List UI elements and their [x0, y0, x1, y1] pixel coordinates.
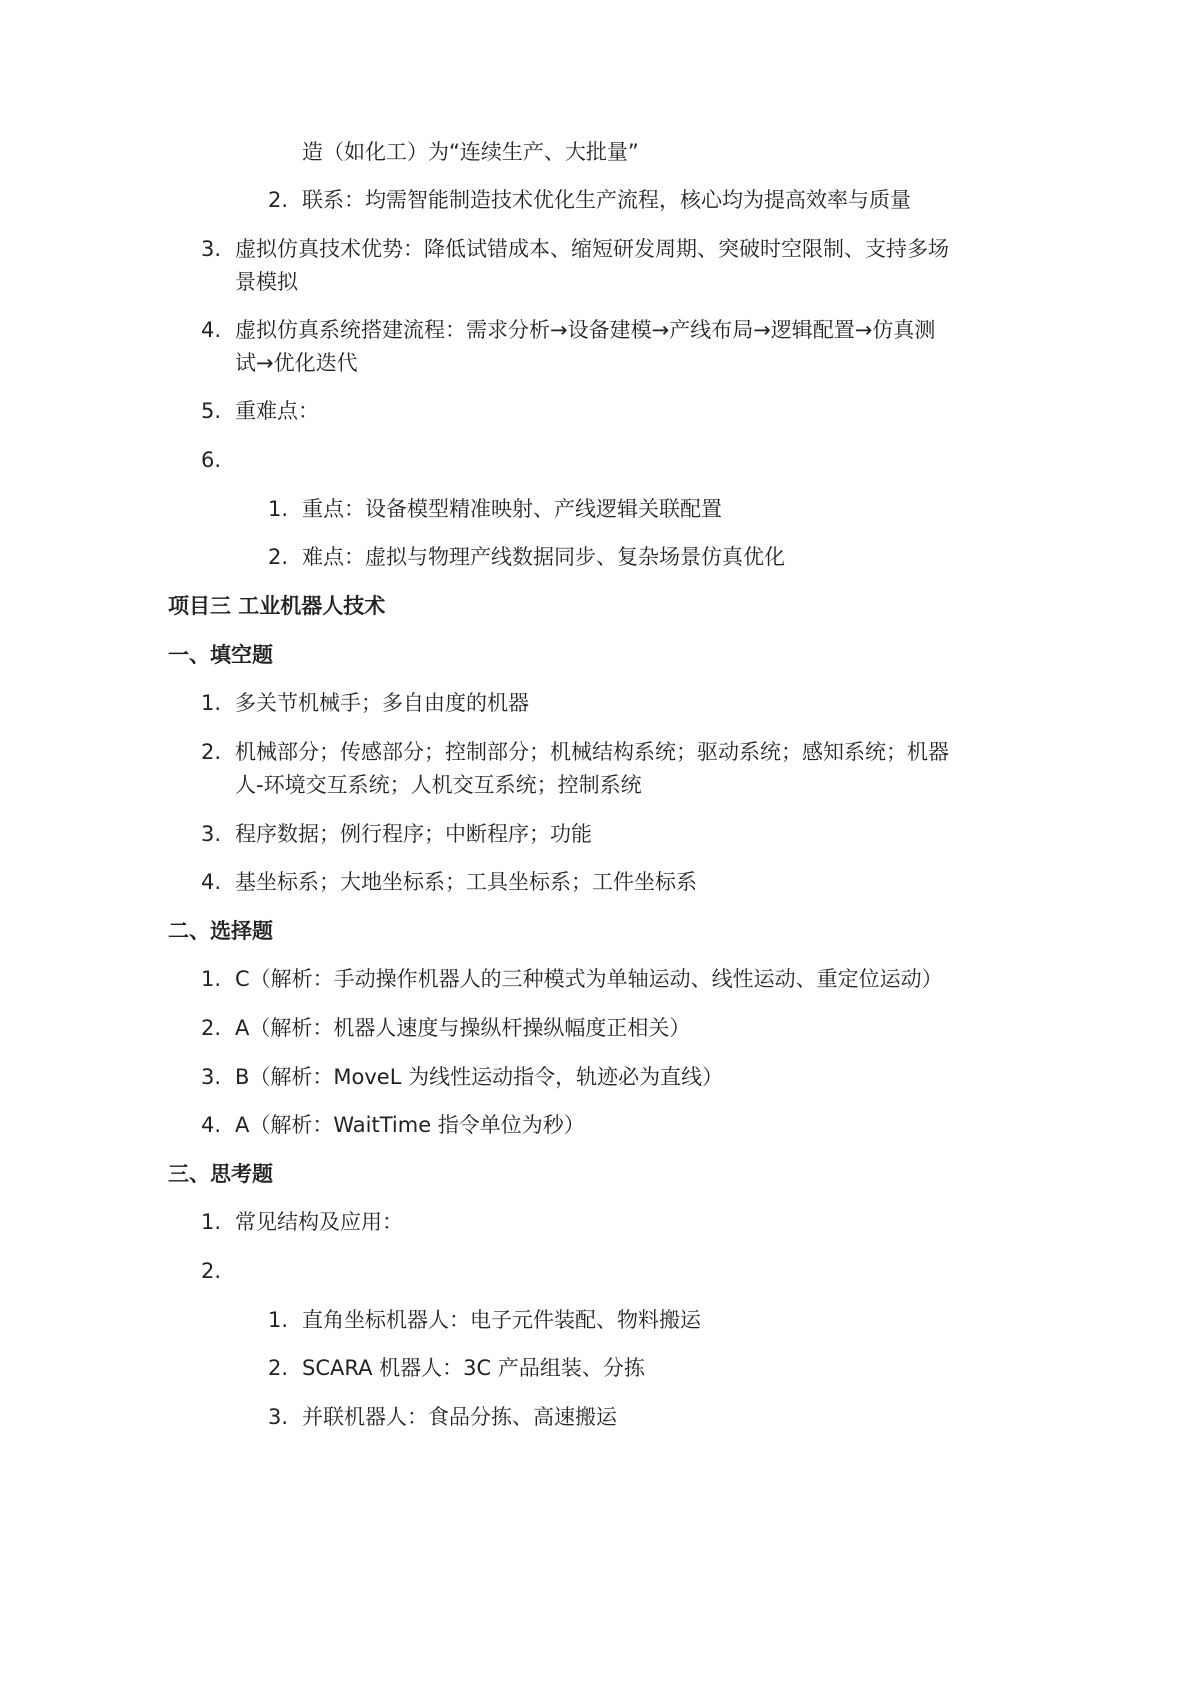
list-number: 2. [268, 188, 289, 212]
list-number: 2. [201, 740, 222, 764]
list-item-text: 重难点： [235, 399, 319, 423]
section-heading-choice: 二、选择题 [168, 919, 273, 943]
list-number: 2. [201, 1259, 222, 1283]
list-number: 1. [201, 691, 222, 715]
list-number: 1. [268, 1308, 289, 1332]
list-item-text: 虚拟仿真技术优势：降低试错成本、缩短研发周期、突破时空限制、支持多场 [235, 237, 949, 261]
list-number: 2. [201, 1016, 222, 1040]
list-item-text: A（解析：WaitTime 指令单位为秒） [235, 1113, 585, 1137]
list-item-text: 虚拟仿真系统搭建流程：需求分析→设备建模→产线布局→逻辑配置→仿真测 [235, 318, 936, 342]
list-item-text: 试→优化迭代 [235, 351, 358, 375]
list-item-text: 难点：虚拟与物理产线数据同步、复杂场景仿真优化 [302, 545, 785, 569]
list-item-text: 常见结构及应用： [235, 1210, 403, 1234]
list-number: 6. [201, 448, 222, 472]
list-number: 2. [268, 545, 289, 569]
list-item-text: 联系：均需智能制造技术优化生产流程，核心均为提高效率与质量 [302, 188, 911, 212]
list-item-text: A（解析：机器人速度与操纵杆操纵幅度正相关） [235, 1016, 691, 1040]
list-item-text: 人-环境交互系统；人机交互系统；控制系统 [235, 773, 642, 797]
list-number: 2. [268, 1356, 289, 1380]
list-number: 1. [201, 967, 222, 991]
list-item-text: SCARA 机器人：3C 产品组装、分拣 [302, 1356, 645, 1380]
list-number: 4. [201, 1113, 222, 1137]
list-item-text: 并联机器人：食品分拣、高速搬运 [302, 1405, 617, 1429]
list-item-text: 机械部分；传感部分；控制部分；机械结构系统；驱动系统；感知系统；机器 [235, 740, 949, 764]
list-number: 3. [268, 1405, 289, 1429]
list-item-text: 基坐标系；大地坐标系；工具坐标系；工件坐标系 [235, 870, 697, 894]
list-number: 3. [201, 237, 222, 261]
list-item-text: 多关节机械手；多自由度的机器 [235, 691, 529, 715]
list-number: 3. [201, 822, 222, 846]
list-number: 4. [201, 870, 222, 894]
list-number: 3. [201, 1065, 222, 1089]
list-number: 1. [268, 497, 289, 521]
list-item-text: 重点：设备模型精准映射、产线逻辑关联配置 [302, 497, 722, 521]
list-item-text: 直角坐标机器人：电子元件装配、物料搬运 [302, 1308, 701, 1332]
list-item-text: 程序数据；例行程序；中断程序；功能 [235, 822, 592, 846]
list-item-text: B（解析：MoveL 为线性运动指令，轨迹必为直线） [235, 1065, 724, 1089]
continued-text-line: 造（如化工）为“连续生产、大批量” [302, 140, 639, 164]
section-heading-think: 三、思考题 [168, 1162, 273, 1186]
project-title: 项目三 工业机器人技术 [168, 594, 386, 618]
list-number: 1. [201, 1210, 222, 1234]
list-item-text: C（解析：手动操作机器人的三种模式为单轴运动、线性运动、重定位运动） [235, 967, 943, 991]
list-number: 5. [201, 399, 222, 423]
list-number: 4. [201, 318, 222, 342]
list-item-text: 景模拟 [235, 270, 298, 294]
section-heading-fill: 一、填空题 [168, 643, 273, 667]
